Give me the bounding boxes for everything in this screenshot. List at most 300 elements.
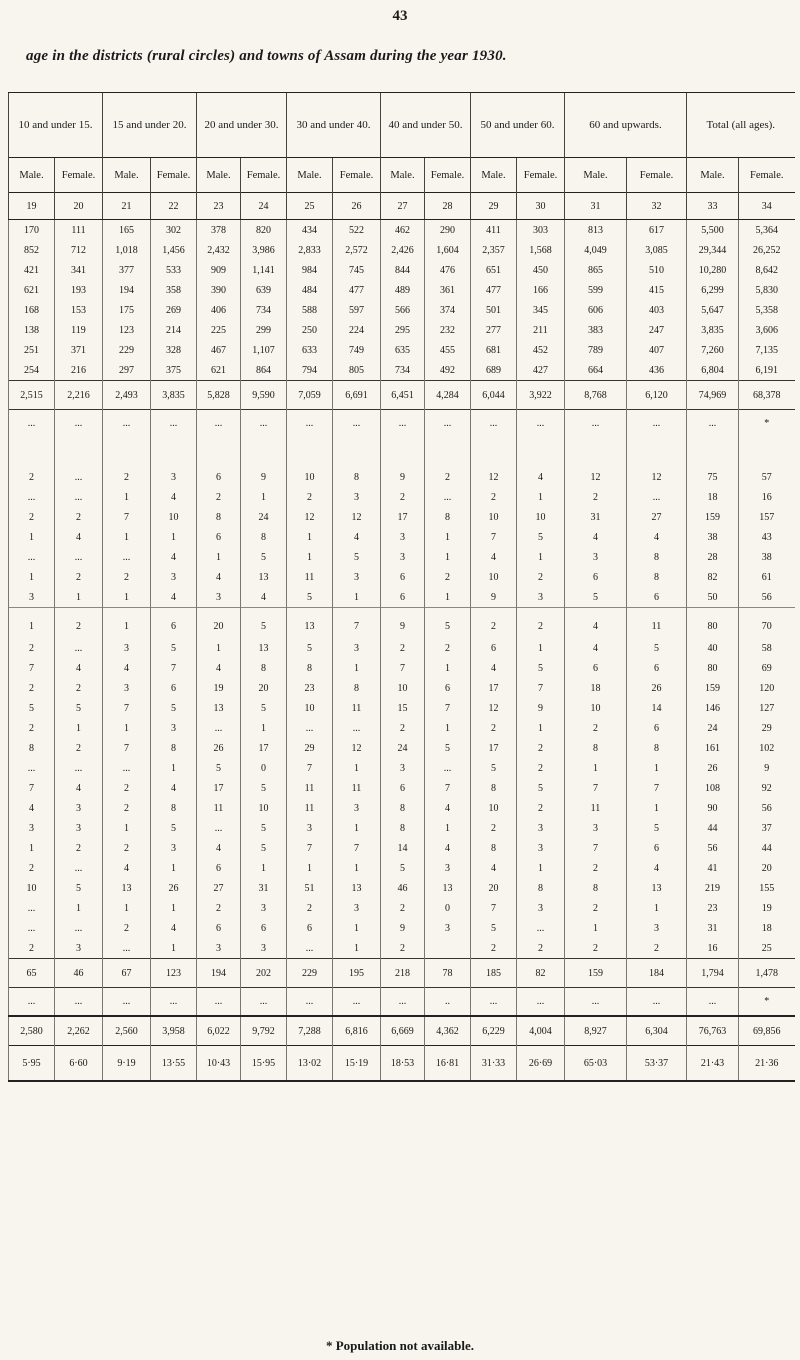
- table-cell: 1: [241, 718, 287, 738]
- table-cell: 9: [241, 437, 287, 487]
- district-row: [9, 240, 795, 260]
- column-number: 25: [287, 193, 333, 220]
- sex-header: Female.: [517, 158, 565, 193]
- table-cell: 16: [739, 487, 795, 507]
- table-cell: 3: [151, 838, 197, 858]
- table-cell: 1: [9, 567, 55, 587]
- table-cell: 17: [241, 738, 287, 758]
- table-cell: 5: [55, 878, 103, 898]
- table-cell: 8,642: [739, 260, 795, 280]
- table-cell: 6: [381, 778, 425, 798]
- table-cell: 8: [197, 507, 241, 527]
- table-cell: 218: [381, 959, 425, 988]
- table-cell: 31·33: [471, 1046, 517, 1082]
- table-cell: 403: [627, 300, 687, 320]
- table-cell: 2: [565, 718, 627, 738]
- table-cell: 3: [151, 718, 197, 738]
- table-cell: 1: [425, 527, 471, 547]
- table-cell: 29: [287, 738, 333, 758]
- table-cell: 3: [287, 818, 333, 838]
- table-cell: 621: [9, 280, 55, 300]
- table-cell: 1: [287, 547, 333, 567]
- table-cell: ...: [55, 918, 103, 938]
- table-cell: 7: [565, 778, 627, 798]
- town-row: [9, 567, 795, 587]
- table-cell: 11: [287, 567, 333, 587]
- table-cell: 3: [151, 567, 197, 587]
- table-cell: 26: [197, 738, 241, 758]
- table-cell: 5: [627, 638, 687, 658]
- table-cell: 229: [287, 959, 333, 988]
- table-cell: 749: [333, 340, 381, 360]
- table-cell: 2: [381, 898, 425, 918]
- table-cell: 6: [197, 918, 241, 938]
- table-cell: [425, 938, 471, 959]
- table-cell: 7: [565, 838, 627, 858]
- table-cell: 3: [9, 818, 55, 838]
- table-cell: 247: [627, 320, 687, 340]
- table-cell: 1: [287, 527, 333, 547]
- table-cell: 2: [55, 567, 103, 587]
- table-cell: 3: [9, 587, 55, 608]
- table-cell: ...: [9, 487, 55, 507]
- town-row: [9, 878, 795, 898]
- table-cell: 3: [197, 938, 241, 959]
- table-cell: 20: [197, 608, 241, 639]
- table-cell: 23: [287, 678, 333, 698]
- table-cell: 1: [333, 858, 381, 878]
- sex-header: Male.: [9, 158, 55, 193]
- table-cell: 5: [197, 758, 241, 778]
- table-cell: 3: [565, 547, 627, 567]
- table-cell: 2: [425, 437, 471, 487]
- table-cell: 805: [333, 360, 381, 381]
- table-cell: ...: [55, 988, 103, 1017]
- table-cell: 6,691: [333, 381, 381, 410]
- table-cell: 477: [471, 280, 517, 300]
- table-cell: 8: [333, 678, 381, 698]
- table-cell: 10,280: [687, 260, 739, 280]
- table-cell: 29: [739, 718, 795, 738]
- table-cell: 10: [471, 567, 517, 587]
- table-cell: 20: [241, 678, 287, 698]
- table-cell: 2: [9, 858, 55, 878]
- table-cell: 2: [381, 718, 425, 738]
- table-cell: 378: [197, 220, 241, 241]
- table-cell: 455: [425, 340, 471, 360]
- table-cell: 303: [517, 220, 565, 241]
- age-group-header: 20 and under 30.: [197, 93, 287, 158]
- table-cell: 7: [333, 608, 381, 639]
- table-cell: 10: [517, 507, 565, 527]
- table-cell: 1,604: [425, 240, 471, 260]
- table-cell: 27: [197, 878, 241, 898]
- sex-header: Female.: [151, 158, 197, 193]
- table-cell: 3: [241, 938, 287, 959]
- age-group-header: 40 and under 50.: [381, 93, 471, 158]
- table-cell: 19: [197, 678, 241, 698]
- table-cell: 13: [333, 878, 381, 898]
- table-cell: 2: [425, 567, 471, 587]
- table-cell: 20: [471, 878, 517, 898]
- section-total-row: [9, 381, 795, 410]
- table-cell: 8: [241, 527, 287, 547]
- table-cell: 153: [55, 300, 103, 320]
- table-cell: 11: [197, 798, 241, 818]
- table-cell: 2: [287, 898, 333, 918]
- table-cell: 9: [471, 587, 517, 608]
- table-cell: ...: [9, 988, 55, 1017]
- table-cell: ...: [687, 410, 739, 438]
- table-cell: 984: [287, 260, 333, 280]
- table-cell: 8: [565, 878, 627, 898]
- not-available-row: [9, 410, 795, 438]
- table-cell: 38: [739, 547, 795, 567]
- table-cell: 12: [565, 437, 627, 487]
- table-cell: 250: [287, 320, 333, 340]
- table-cell: 434: [287, 220, 333, 241]
- town-row: [9, 938, 795, 959]
- table-cell: ...: [517, 410, 565, 438]
- table-cell: 501: [471, 300, 517, 320]
- table-cell: 5: [565, 587, 627, 608]
- table-cell: 4: [55, 658, 103, 678]
- table-cell: 6: [197, 858, 241, 878]
- table-cell: 407: [627, 340, 687, 360]
- table-cell: 202: [241, 959, 287, 988]
- table-cell: 43: [739, 527, 795, 547]
- table-cell: 1: [333, 658, 381, 678]
- table-cell: 46: [55, 959, 103, 988]
- table-cell: 13: [241, 567, 287, 587]
- table-cell: 2: [381, 638, 425, 658]
- table-cell: 1: [627, 898, 687, 918]
- table-cell: ...: [425, 410, 471, 438]
- table-cell: 3,606: [739, 320, 795, 340]
- table-cell: 4: [425, 838, 471, 858]
- table-cell: 76,763: [687, 1016, 739, 1046]
- table-cell: 734: [381, 360, 425, 381]
- table-cell: 15: [381, 698, 425, 718]
- table-cell: 522: [333, 220, 381, 241]
- table-cell: 1,794: [687, 959, 739, 988]
- table-cell: 224: [333, 320, 381, 340]
- table-cell: 2: [55, 738, 103, 758]
- table-cell: 341: [55, 260, 103, 280]
- sex-header: Male.: [687, 158, 739, 193]
- table-cell: 2,432: [197, 240, 241, 260]
- table-cell: 7: [425, 778, 471, 798]
- table-cell: 2: [425, 638, 471, 658]
- town-row: [9, 487, 795, 507]
- table-cell: ...: [333, 410, 381, 438]
- table-cell: 68,378: [739, 381, 795, 410]
- table-cell: 13: [241, 638, 287, 658]
- table-cell: 24: [241, 507, 287, 527]
- table-cell: 5: [241, 698, 287, 718]
- table-cell: ...: [471, 988, 517, 1017]
- table-cell: 2: [471, 487, 517, 507]
- table-cell: 1: [103, 608, 151, 639]
- table-cell: 17: [381, 507, 425, 527]
- table-cell: 184: [627, 959, 687, 988]
- table-cell: 1: [333, 818, 381, 838]
- table-cell: 111: [55, 220, 103, 241]
- table-cell: 1: [151, 898, 197, 918]
- table-cell: 232: [425, 320, 471, 340]
- table-cell: 31: [565, 507, 627, 527]
- table-cell: 10: [287, 437, 333, 487]
- table-cell: 214: [151, 320, 197, 340]
- table-cell: 5: [287, 638, 333, 658]
- table-cell: 6: [381, 567, 425, 587]
- age-group-header: 30 and under 40.: [287, 93, 381, 158]
- table-cell: 12: [471, 698, 517, 718]
- table-cell: 7,135: [739, 340, 795, 360]
- sex-header: Female.: [55, 158, 103, 193]
- town-row: [9, 698, 795, 718]
- table-cell: 17: [197, 778, 241, 798]
- table-cell: 2: [103, 838, 151, 858]
- table-cell: 168: [9, 300, 55, 320]
- table-cell: 3: [55, 938, 103, 959]
- town-row: [9, 547, 795, 567]
- table-cell: 664: [565, 360, 627, 381]
- table-cell: 10: [471, 507, 517, 527]
- table-cell: 21·36: [739, 1046, 795, 1082]
- table-cell: 216: [55, 360, 103, 381]
- table-cell: 8: [287, 658, 333, 678]
- table-cell: 8: [241, 658, 287, 678]
- table-cell: 4,004: [517, 1016, 565, 1046]
- table-cell: 377: [103, 260, 151, 280]
- table-cell: ...: [9, 410, 55, 438]
- table-cell: 588: [287, 300, 333, 320]
- table-cell: 166: [517, 280, 565, 300]
- sex-header: Female.: [333, 158, 381, 193]
- table-cell: 635: [381, 340, 425, 360]
- table-cell: ...: [565, 988, 627, 1017]
- table-cell: 6,816: [333, 1016, 381, 1046]
- table-cell: ...: [381, 988, 425, 1017]
- town-row: [9, 818, 795, 838]
- town-row: [9, 678, 795, 698]
- table-cell: 3: [333, 567, 381, 587]
- table-cell: 2,833: [287, 240, 333, 260]
- table-cell: 3: [425, 858, 471, 878]
- table-cell: 345: [517, 300, 565, 320]
- table-cell: 13·02: [287, 1046, 333, 1082]
- table-cell: 194: [103, 280, 151, 300]
- table-cell: 4: [9, 798, 55, 818]
- table-cell: 3: [241, 898, 287, 918]
- table-cell: 7: [103, 698, 151, 718]
- table-cell: 1: [103, 718, 151, 738]
- table-cell: 2: [517, 758, 565, 778]
- column-number: 28: [425, 193, 471, 220]
- table-cell: 5: [333, 547, 381, 567]
- table-cell: ...: [287, 988, 333, 1017]
- column-number: 33: [687, 193, 739, 220]
- table-cell: 195: [333, 959, 381, 988]
- sex-header: Female.: [627, 158, 687, 193]
- table-cell: 5,364: [739, 220, 795, 241]
- table-cell: 21·43: [687, 1046, 739, 1082]
- table-cell: 170: [9, 220, 55, 241]
- table-cell: 24: [687, 718, 739, 738]
- table-cell: 44: [687, 818, 739, 838]
- table-cell: 5: [55, 698, 103, 718]
- table-cell: 5: [425, 738, 471, 758]
- table-cell: ...: [197, 818, 241, 838]
- table-cell: 56: [739, 587, 795, 608]
- table-cell: 467: [197, 340, 241, 360]
- column-number: 22: [151, 193, 197, 220]
- district-row: [9, 360, 795, 381]
- table-cell: 12: [333, 738, 381, 758]
- table-cell: 4: [151, 547, 197, 567]
- table-cell: 6,044: [471, 381, 517, 410]
- table-cell: 5: [471, 758, 517, 778]
- age-group-header: 50 and under 60.: [471, 93, 565, 158]
- age-group-header: Total (all ages).: [687, 93, 795, 158]
- table-cell: 4: [197, 838, 241, 858]
- table-cell: 5,500: [687, 220, 739, 241]
- table-cell: ...: [151, 988, 197, 1017]
- table-cell: 3: [333, 638, 381, 658]
- table-cell: ...: [103, 547, 151, 567]
- table-cell: 1: [425, 718, 471, 738]
- table-cell: 4: [151, 487, 197, 507]
- table-cell: 1,018: [103, 240, 151, 260]
- percentage-row: [9, 1046, 795, 1082]
- table-cell: 3: [517, 587, 565, 608]
- table-cell: 17: [471, 738, 517, 758]
- table-cell: 3: [381, 758, 425, 778]
- sex-header: Male.: [197, 158, 241, 193]
- table-cell: 7,260: [687, 340, 739, 360]
- table-cell: ...: [425, 487, 471, 507]
- table-cell: 3: [381, 547, 425, 567]
- table-cell: 1: [151, 938, 197, 959]
- table-cell: 4,049: [565, 240, 627, 260]
- table-cell: 4: [151, 587, 197, 608]
- table-cell: 5: [241, 608, 287, 639]
- table-cell: 8: [425, 507, 471, 527]
- table-cell: 6: [151, 608, 197, 639]
- table-cell: 8: [333, 437, 381, 487]
- table-cell: 1: [197, 547, 241, 567]
- table-cell: ...: [9, 898, 55, 918]
- table-cell: 7: [151, 658, 197, 678]
- table-cell: 18·53: [381, 1046, 425, 1082]
- town-row: [9, 587, 795, 608]
- table-cell: 9: [381, 437, 425, 487]
- table-cell: 13: [627, 878, 687, 898]
- table-cell: ...: [197, 410, 241, 438]
- table-cell: 1: [151, 858, 197, 878]
- column-number: 26: [333, 193, 381, 220]
- age-group-header: 15 and under 20.: [103, 93, 197, 158]
- table-cell: 7: [9, 778, 55, 798]
- table-cell: 6: [565, 658, 627, 678]
- table-cell: 328: [151, 340, 197, 360]
- table-cell: 165: [103, 220, 151, 241]
- table-cell: 2: [627, 938, 687, 959]
- table-cell: 7: [425, 698, 471, 718]
- table-cell: 909: [197, 260, 241, 280]
- table-cell: 2: [55, 608, 103, 639]
- not-available-row: [9, 988, 795, 1017]
- table-cell: 70: [739, 608, 795, 639]
- table-cell: 5: [151, 818, 197, 838]
- table-cell: 6,191: [739, 360, 795, 381]
- table-cell: 1: [565, 918, 627, 938]
- table-cell: 65: [9, 959, 55, 988]
- table-cell: 4: [55, 527, 103, 547]
- town-row: [9, 778, 795, 798]
- table-cell: 651: [471, 260, 517, 280]
- table-cell: 14: [627, 698, 687, 718]
- district-row: [9, 220, 795, 241]
- sex-header: Male.: [381, 158, 425, 193]
- table-cell: 5: [381, 858, 425, 878]
- table-cell: 119: [55, 320, 103, 340]
- district-row: [9, 320, 795, 340]
- table-cell: 2: [565, 938, 627, 959]
- table-cell: 4: [151, 778, 197, 798]
- table-cell: ...: [687, 988, 739, 1017]
- sex-header: Female.: [425, 158, 471, 193]
- table-cell: 37: [739, 818, 795, 838]
- table-cell: 1: [425, 587, 471, 608]
- table-cell: 1: [151, 758, 197, 778]
- table-cell: 4: [565, 527, 627, 547]
- table-cell: 5: [287, 587, 333, 608]
- table-cell: 3: [103, 678, 151, 698]
- table-cell: 7: [517, 678, 565, 698]
- town-row: [9, 738, 795, 758]
- table-cell: 3: [517, 898, 565, 918]
- table-cell: 6: [627, 658, 687, 678]
- table-cell: 3: [517, 838, 565, 858]
- table-cell: 6: [627, 718, 687, 738]
- table-cell: 69: [739, 658, 795, 678]
- table-cell: 3: [55, 798, 103, 818]
- table-cell: 2: [55, 838, 103, 858]
- table-cell: 12: [287, 507, 333, 527]
- table-cell: 211: [517, 320, 565, 340]
- table-cell: ...: [333, 988, 381, 1017]
- table-cell: 4: [197, 658, 241, 678]
- table-cell: 1: [103, 898, 151, 918]
- table-cell: 4: [471, 858, 517, 878]
- table-cell: 421: [9, 260, 55, 280]
- table-cell: 1: [103, 587, 151, 608]
- sex-header: Male.: [471, 158, 517, 193]
- table-cell: 1: [333, 758, 381, 778]
- table-cell: 6: [197, 437, 241, 487]
- table-cell: 2: [471, 608, 517, 639]
- table-cell: 476: [425, 260, 471, 280]
- column-number: 29: [471, 193, 517, 220]
- table-cell: 1: [333, 918, 381, 938]
- town-row: [9, 527, 795, 547]
- table-cell: 12: [471, 437, 517, 487]
- table-cell: 19: [739, 898, 795, 918]
- sex-header: Male.: [287, 158, 333, 193]
- table-cell: ...: [287, 718, 333, 738]
